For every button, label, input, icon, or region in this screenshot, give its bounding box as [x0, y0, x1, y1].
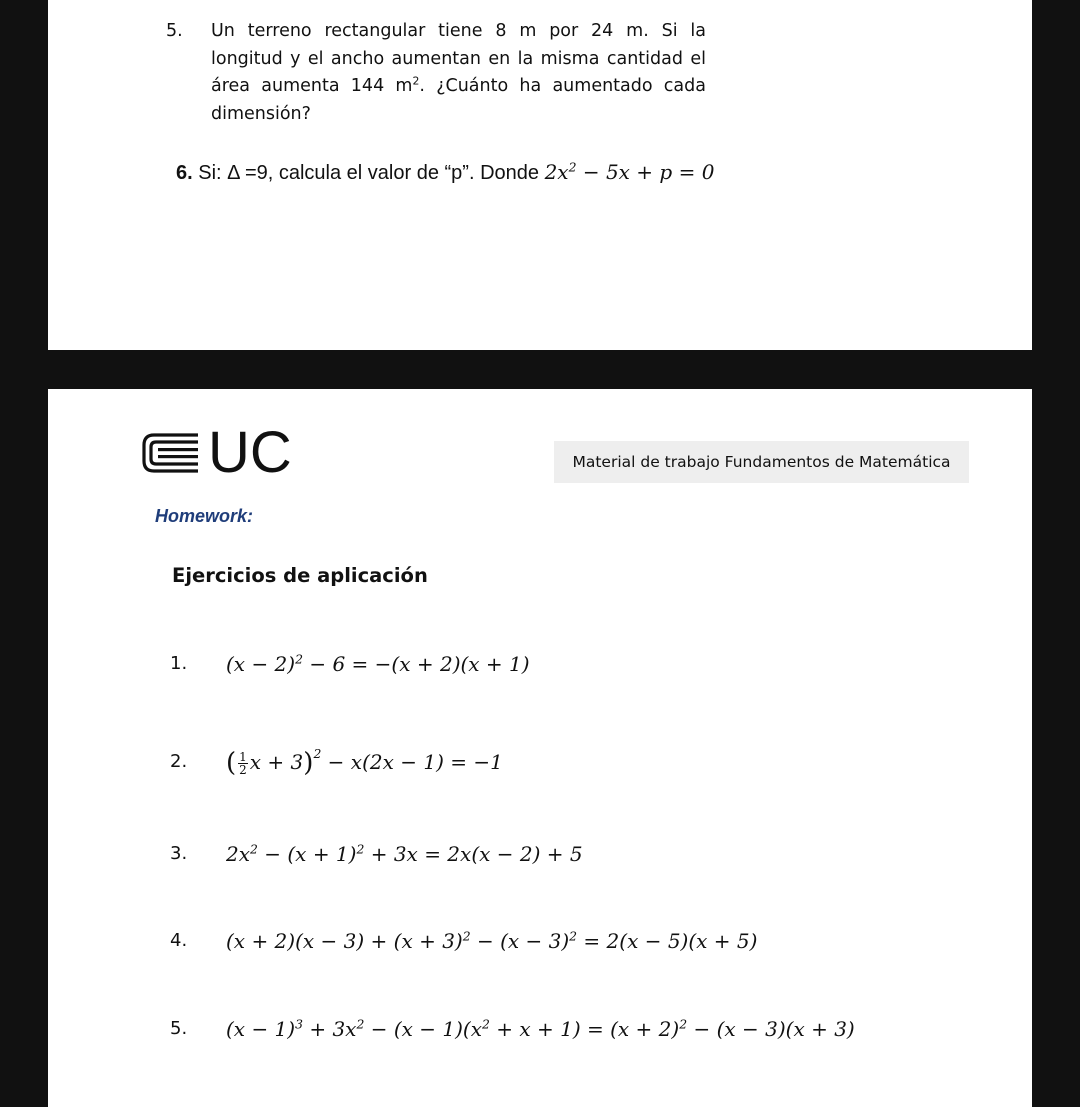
question-5-number: 5. [166, 21, 183, 41]
eq-exponent: 2 [295, 651, 303, 667]
question-6-number: 6. [176, 162, 193, 184]
exercise-number: 4. [170, 930, 188, 951]
eq-part: x + 3 [249, 750, 304, 774]
eq-exponent: 2 [462, 928, 471, 944]
exercise-number: 5. [170, 1018, 188, 1039]
eq-exponent: 2 [569, 928, 578, 944]
question-6-eq-exponent: 2 [568, 159, 577, 175]
exercise-equation [226, 649, 530, 679]
eq-exponent: 3 [295, 1016, 303, 1032]
close-paren: ) [303, 748, 314, 778]
exercise-equation [226, 747, 503, 778]
eq-exponent: 2 [679, 1016, 688, 1032]
uc-logo-text: UC [208, 420, 292, 485]
exercise-number: 1. [170, 653, 188, 674]
uc-logo-mark-icon [140, 431, 200, 475]
homework-label: Homework: [155, 506, 254, 526]
question-5-exponent: 2 [412, 74, 420, 88]
eq-exponent: 2 [356, 1016, 365, 1032]
fraction-denominator: 2 [239, 763, 247, 777]
eq-exponent: 2 [482, 1016, 490, 1032]
eq-exponent: 2 [356, 841, 365, 857]
material-title: Material de trabajo Fundamentos de Matemática [572, 453, 951, 471]
question-5 [166, 18, 706, 128]
exercise-equation [226, 839, 583, 869]
eq-exponent: 2 [250, 841, 258, 857]
eq-part: + x + 1) = (x + 2) [489, 1017, 680, 1041]
fraction-one-half [238, 751, 248, 776]
material-header [554, 441, 969, 483]
bottom-page [48, 389, 1032, 1107]
question-5-text-end: . ¿Cuánto ha aumentado cada dimensión? [211, 76, 706, 124]
eq-part: − (x − 3) [470, 929, 570, 953]
eq-part: = 2(x − 5)(x + 5) [577, 929, 758, 953]
exercise-number: 2. [170, 751, 188, 772]
fraction-numerator: 1 [239, 750, 247, 764]
question-6-eq-part-a: 2x [544, 160, 569, 184]
question-6 [176, 157, 714, 188]
open-paren: ( [226, 748, 237, 778]
eq-part: − x(2x − 1) = −1 [321, 750, 503, 774]
eq-part: (x + 2)(x − 3) + (x + 3) [226, 929, 463, 953]
eq-part: − (x − 3)(x + 3) [687, 1017, 855, 1041]
eq-part: (x − 1) [226, 1017, 296, 1041]
question-6-eq-part-b: − 5x + p = 0 [576, 160, 715, 184]
eq-part: + 3x = 2x(x − 2) + 5 [364, 842, 583, 866]
exercise-equation [226, 926, 757, 956]
eq-part: (x − 2) [226, 652, 296, 676]
top-page [48, 0, 1032, 350]
eq-exponent: 2 [313, 745, 322, 761]
eq-part: 2x [226, 842, 251, 866]
eq-part: − (x − 1)(x [364, 1017, 482, 1041]
exercise-number: 3. [170, 843, 188, 864]
question-6-text: Si: Δ =9, calcula el valor de “p”. Donde [192, 162, 545, 184]
eq-part: − (x + 1) [257, 842, 357, 866]
eq-part: + 3x [302, 1017, 357, 1041]
exercise-equation [226, 1014, 855, 1044]
uc-logo [140, 420, 300, 485]
eq-part: − 6 = −(x + 2)(x + 1) [302, 652, 530, 676]
question-5-text [211, 18, 706, 128]
question-5-text-main: Un terreno rectangular tiene 8 m por 24 m. Si la longitud y el ancho aumentan en la misma cantidad el área aumenta 144 m [211, 21, 706, 96]
section-title: Ejercicios de aplicación [172, 564, 428, 587]
question-6-equation [545, 160, 715, 184]
